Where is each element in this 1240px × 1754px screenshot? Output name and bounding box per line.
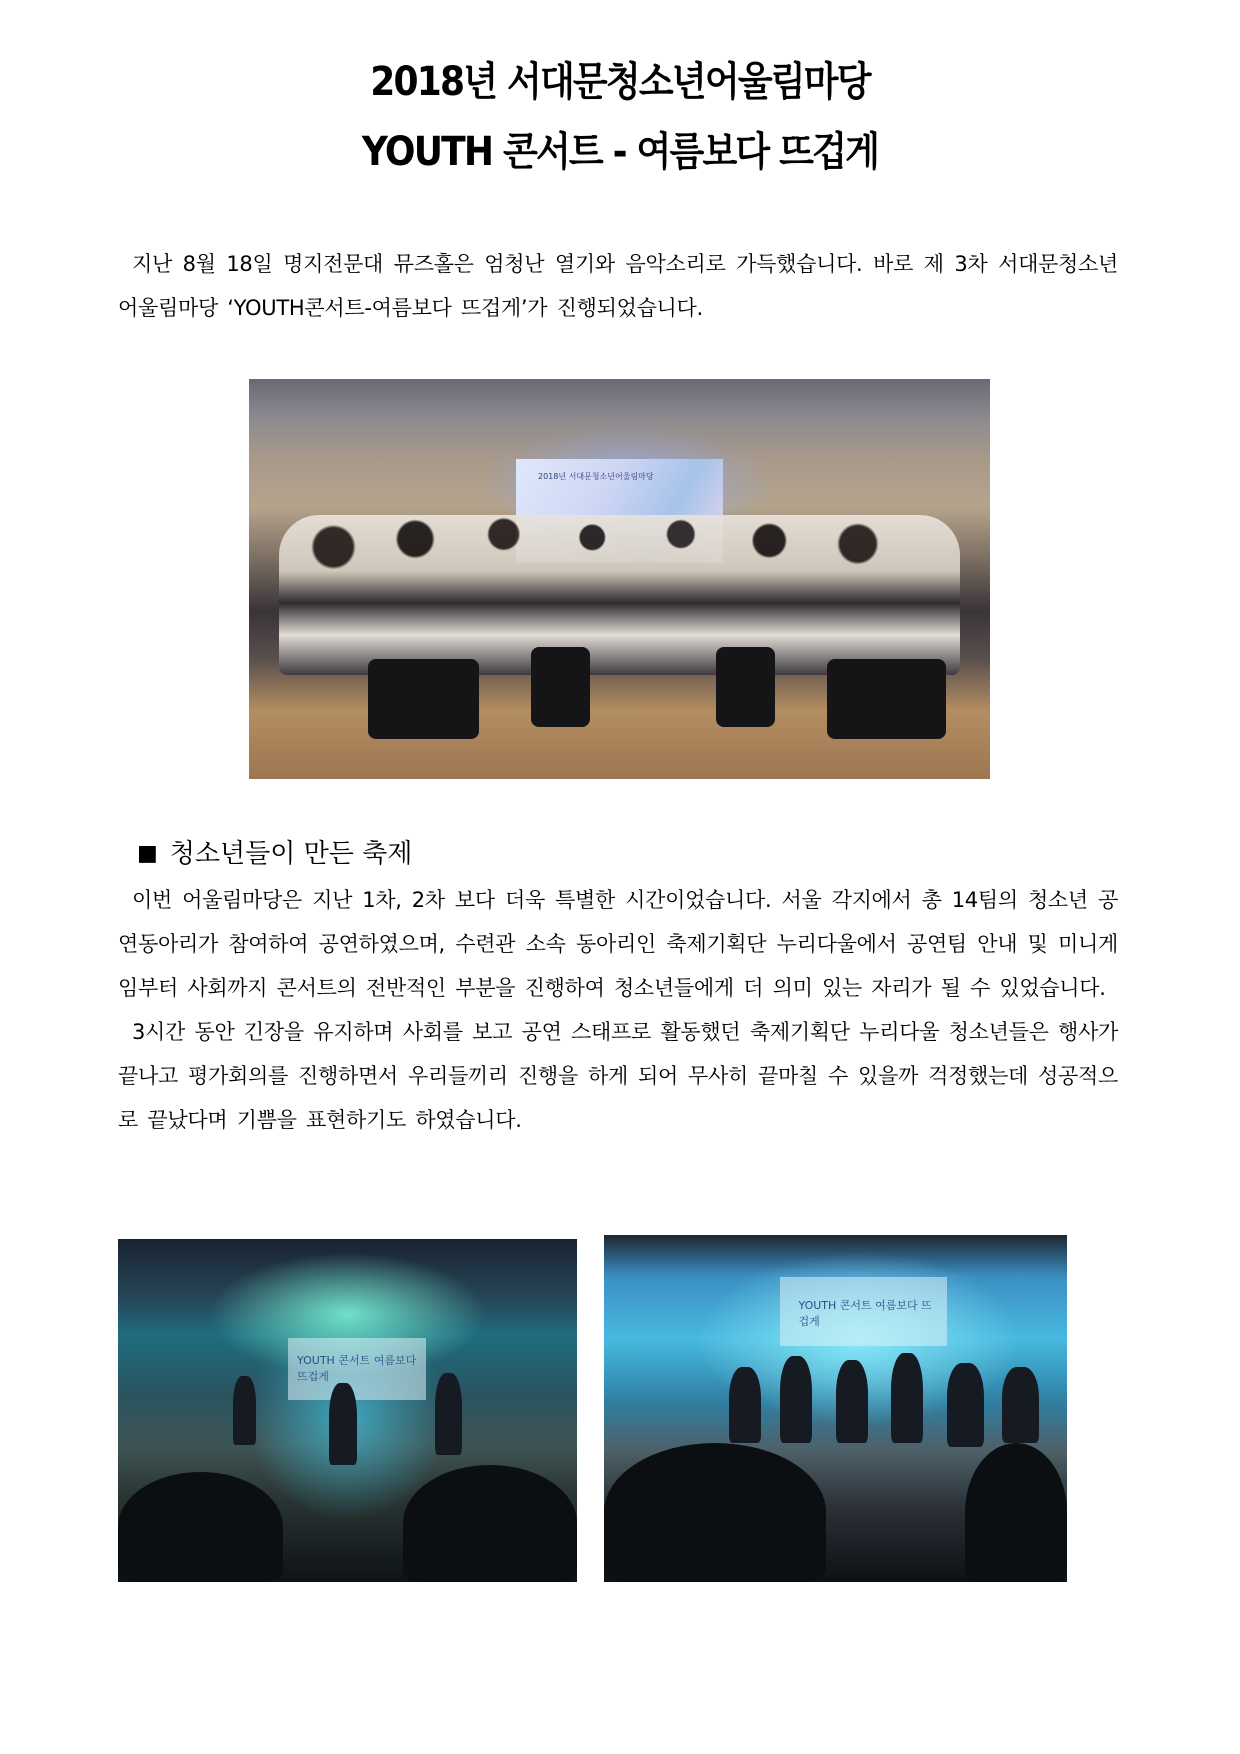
- dancer: [891, 1353, 923, 1443]
- stage-light-left: [531, 647, 590, 727]
- dancer: [729, 1367, 761, 1443]
- speaker-left: [368, 659, 479, 739]
- audience: [604, 1443, 826, 1582]
- banner-caption: YOUTH 콘서트 여름보다 뜨겁게: [798, 1299, 932, 1329]
- document-title-line-1: 2018년 서대문청소년어울림마당: [370, 59, 870, 105]
- performers-group: [279, 515, 961, 675]
- group-photo: [249, 379, 990, 779]
- intro-paragraph: [118, 242, 1118, 330]
- section-body: [118, 878, 1118, 1142]
- guitarist-left: [233, 1376, 256, 1445]
- dance-performance-photo: [604, 1235, 1067, 1582]
- audience: [118, 1472, 283, 1582]
- section-paragraph-1: 이번 어울림마당은 지난 1차, 2차 보다 더욱 특별한 시간이었습니다. 서울 각지에서 총 14팀의 청소년 공연동아리가 참여하여 공연하였으며, 수련관 소속 동아리인 축제기획단 누리다울에서 공연팀 안내 및 미니게임부터 사회까지 콘서트의 전반적인 부분을 진행하여 청소년들에게 더 의미 있는 자리가 될 수 있었습니다.: [118, 888, 1118, 1000]
- dancer: [780, 1356, 812, 1443]
- bassist-right: [435, 1373, 463, 1455]
- square-bullet-icon: ■: [137, 841, 158, 866]
- dancer: [836, 1360, 868, 1443]
- speaker-right: [827, 659, 946, 739]
- section-paragraph-2: 3시간 동안 긴장을 유지하며 사회를 보고 공연 스태프로 활동했던 축제기획단 누리다울 청소년들은 행사가 끝나고 평가회의를 진행하면서 우리들끼리 진행을 하게 되어 무사히 끝마칠 수 있을까 걱정했는데 성공적으로 끝났다며 기쁨을 표현하기도 하였습니다.: [118, 1020, 1118, 1132]
- banner-caption: YOUTH 콘서트 여름보다 뜨겁게: [297, 1354, 417, 1384]
- section-heading: [137, 836, 412, 872]
- banner-caption: 2018년 서대문청소년어울림마당: [537, 472, 654, 481]
- audience: [965, 1443, 1067, 1582]
- audience: [403, 1465, 577, 1582]
- section-heading-text: 청소년들이 만든 축제: [169, 839, 413, 869]
- dancer: [947, 1363, 984, 1446]
- dancer: [1002, 1367, 1039, 1443]
- stage-light-right: [716, 647, 775, 727]
- lead-singer: [329, 1383, 357, 1465]
- intro-text: 지난 8월 18일 명지전문대 뮤즈홀은 엄청난 열기와 음악소리로 가득했습니다. 바로 제 3차 서대문청소년어울림마당 ‘YOUTH콘서트-여름보다 뜨겁게’가 진행되었습니다.: [118, 252, 1118, 320]
- document-title-line-2: YOUTH 콘서트 - 여름보다 뜨겁게: [361, 129, 879, 175]
- band-performance-photo: [118, 1239, 577, 1582]
